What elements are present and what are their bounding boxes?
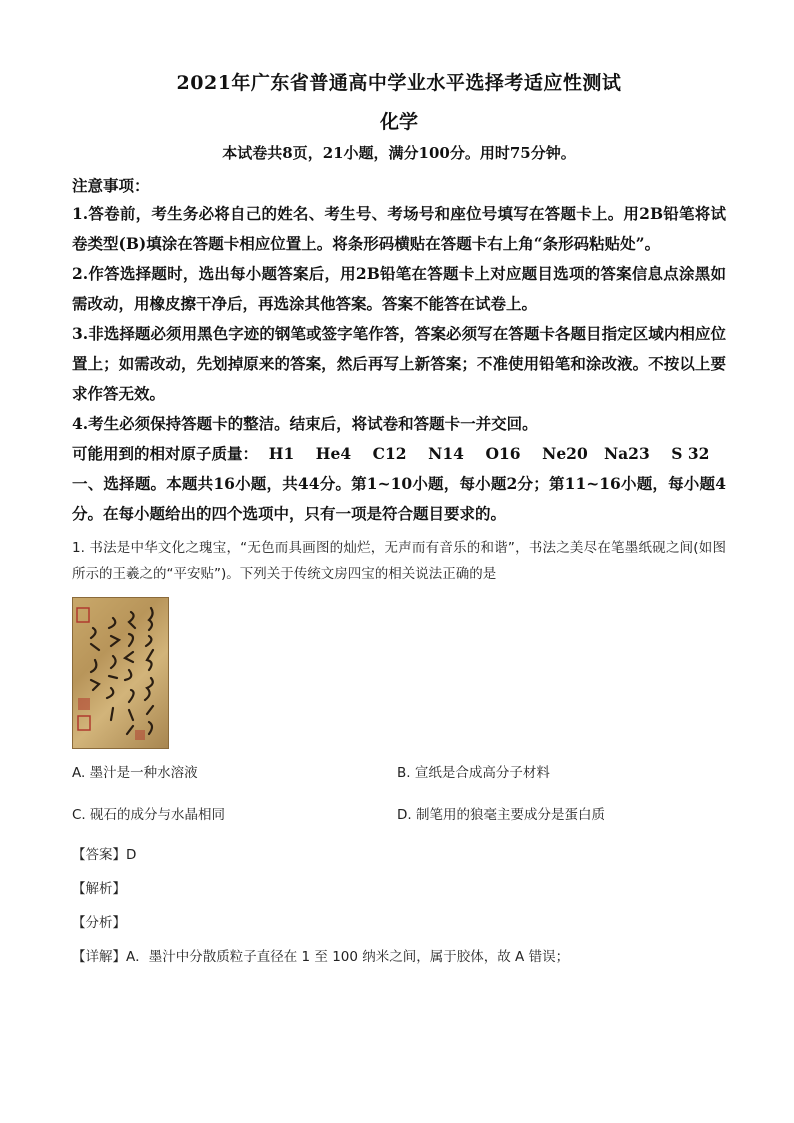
fenxi-tag: 【分析】 [72, 915, 126, 931]
section-heading: 一、选择题。本题共16小题，共44分。第1~10小题，每小题2分；第11~16小题，每小题4分。在每小题给出的四个选项中，只有一项是符合题目要求的。 [72, 474, 726, 523]
detail-text: A．墨汁中分散质粒子直径在 1 至 100 纳米之间，属于胶体，故 A 错误； [126, 949, 570, 965]
detail-line [72, 947, 726, 967]
option-b: B. 宣纸是合成高分子材料 [397, 765, 550, 781]
analysis-tag: 【解析】 [72, 881, 126, 897]
exam-title: 2021年广东省普通高中学业水平选择考适应性测试 [176, 72, 622, 94]
notice-item-3: 3.非选择题必须用黑色字迹的钢笔或签字笔作答，答案必须写在答题卡各题目指定区域内相应位置上；如需改动，先划掉原来的答案，然后再写上新答案；不准使用铅笔和涂改液。不按以上要求作答无效。 [72, 324, 726, 403]
notice-item-2: 2.作答选择题时，选出每小题答案后，用2B铅笔在答题卡上对应题目选项的答案信息点涂黑如需改动，用橡皮擦干净后，再选涂其他答案。答案不能答在试卷上。 [72, 264, 726, 313]
fenxi-line [72, 913, 726, 933]
answer-line [72, 845, 726, 865]
notice-item-4: 4.考生必须保持答题卡的整洁。结束后，将试卷和答题卡一并交回。 [72, 414, 538, 433]
option-a: A. 墨汁是一种水溶液 [72, 765, 198, 781]
answer-value: D [126, 847, 137, 863]
notice-heading: 注意事项： [72, 176, 150, 195]
exam-meta: 本试卷共8页，21小题，满分100分。用时75分钟。 [222, 144, 576, 162]
option-d: D. 制笔用的狼毫主要成分是蛋白质 [397, 807, 605, 823]
atomic-mass-line: 可能用到的相对原子质量： H1 He4 C12 N14 O16 Ne20 Na23 S 32 [72, 444, 710, 463]
question-1-stem: 1. 书法是中华文化之瑰宝，“无色而具画图的灿烂，无声而有音乐的和谐”，书法之美尽在笔墨纸砚之间(如图所示的王羲之的“平安贴”)。下列关于传统文房四宝的相关说法正确的是 [72, 540, 726, 582]
notice-item-1: 1.答卷前，考生务必将自己的姓名、考生号、考场号和座位号填写在答题卡上。用2B铅笔将试卷类型(B)填涂在答题卡相应位置上。将条形码横贴在答题卡右上角“条形码粘贴处”。 [72, 204, 726, 253]
exam-page [72, 68, 726, 981]
calligraphy-image [72, 597, 169, 749]
answer-tag: 【答案】 [72, 847, 126, 863]
calligraphy-strokes [73, 598, 168, 748]
exam-subject: 化学 [379, 111, 418, 133]
detail-tag: 【详解】 [72, 949, 126, 965]
option-c: C. 砚石的成分与水晶相同 [72, 807, 226, 823]
question-1-options [72, 763, 726, 825]
analysis-line [72, 879, 726, 899]
